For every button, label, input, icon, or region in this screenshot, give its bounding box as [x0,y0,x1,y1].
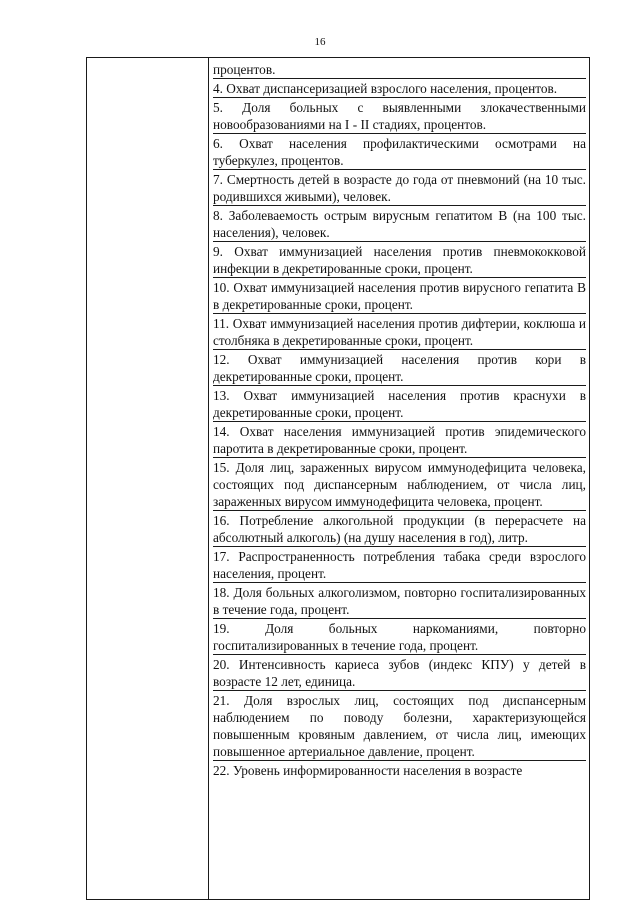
indicator-text: процентов. [213,62,276,77]
list-item [213,241,586,277]
indicator-text: 7. Смертность детей в возрасте до года от пневмоний (на 10 тыс. родившихся живыми), человек. [213,172,586,204]
indicator-text: 5. Доля больных с выявленными злокачественными новообразованиями на I - II стадиях, процентов. [213,100,586,132]
list-item [213,690,586,760]
indicator-text: 6. Охват населения профилактическими осмотрами на туберкулез, процентов. [213,136,586,168]
page-number: 16 [314,36,326,48]
list-item [213,510,586,546]
list-item [213,78,586,97]
indicator-text: 18. Доля больных алкоголизмом, повторно госпитализированных в течение года, процент. [213,585,586,617]
list-item [213,654,586,690]
list-item [213,618,586,654]
list-item [213,421,586,457]
list-item [213,385,586,421]
indicator-text: 12. Охват иммунизацией населения против кори в декретированные сроки, процент. [213,352,586,384]
indicator-text: 15. Доля лиц, зараженных вирусом иммунодефицита человека, состоящих под диспансерным наблюдением, от числа лиц, зараженных вирусом иммунодефицита человека, процент. [213,460,586,509]
list-item [213,582,586,618]
indicator-text: 22. Уровень информированности населения в возрасте [213,763,523,778]
indicator-text: 9. Охват иммунизацией населения против пневмококковой инфекции в декретированные сроки, процент. [213,244,586,276]
list-item [213,349,586,385]
indicator-text: 21. Доля взрослых лиц, состоящих под диспансерным наблюдением по поводу болезни, характеризующейся повышенным кровяным давлением, от числа лиц, имеющих повышенное артериальное давление, процент. [213,693,586,759]
list-item [213,169,586,205]
indicator-text: 10. Охват иммунизацией населения против вирусного гепатита В в декретированные сроки, процент. [213,280,586,312]
column-divider [208,57,209,900]
indicator-list [213,60,586,779]
list-item [213,760,586,779]
list-item [213,205,586,241]
list-item [213,133,586,169]
list-item [213,97,586,133]
list-item [213,277,586,313]
indicator-text: 4. Охват диспансеризацией взрослого населения, процентов. [213,81,558,96]
indicator-text: 13. Охват иммунизацией населения против краснухи в декретированные сроки, процент. [213,388,586,420]
indicator-text: 11. Охват иммунизацией населения против дифтерии, коклюша и столбняка в декретированные сроки, процент. [213,316,586,348]
indicator-text: 19. Доля больных наркоманиями, повторно госпитализированных в течение года, процент. [213,621,586,653]
list-item [213,60,586,78]
indicator-text: 8. Заболеваемость острым вирусным гепатитом В (на 100 тыс. населения), человек. [213,208,586,240]
list-item [213,313,586,349]
list-item [213,546,586,582]
list-item [213,457,586,510]
indicator-text: 16. Потребление алкогольной продукции (в перерасчете на абсолютный алкоголь) (на душу населения в год), литр. [213,513,586,545]
indicator-text: 14. Охват населения иммунизацией против эпидемического паротита в декретированные сроки, процент. [213,424,586,456]
indicator-text: 17. Распространенность потребления табака среди взрослого населения, процент. [213,549,586,581]
indicator-text: 20. Интенсивность кариеса зубов (индекс КПУ) у детей в возрасте 12 лет, единица. [213,657,586,689]
